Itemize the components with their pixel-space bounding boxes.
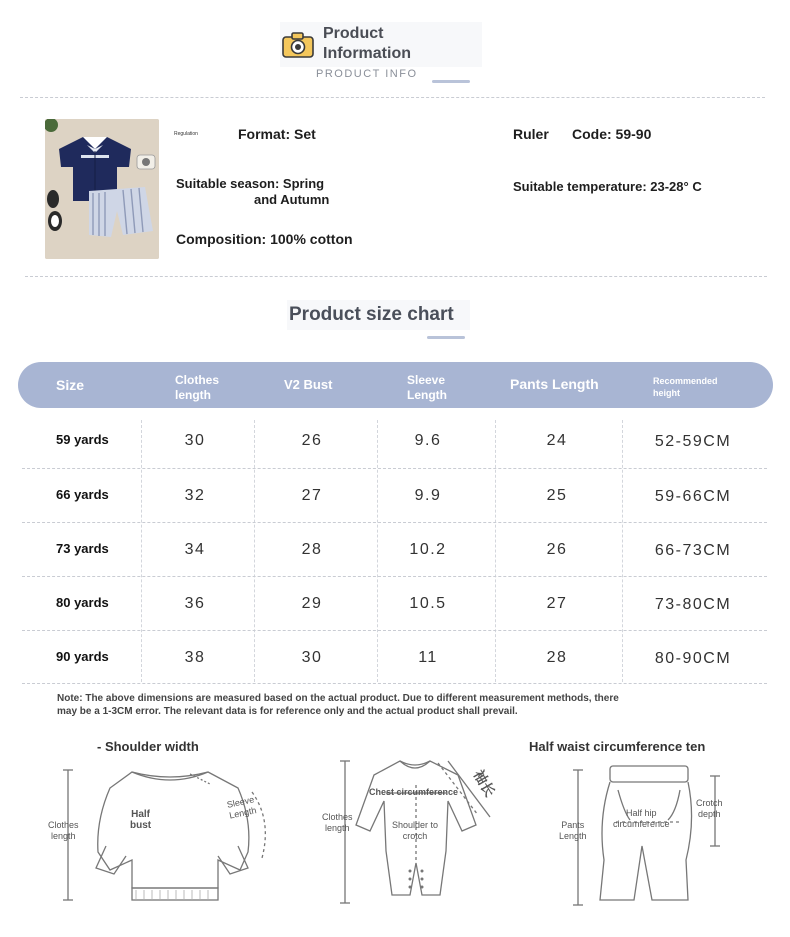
size-chart-underline [427, 336, 465, 339]
cell-bust: 28 [301, 541, 323, 558]
row-size: 73 yards [56, 541, 109, 556]
row-divider [22, 468, 767, 469]
th-clothes-line-1: Clothes [175, 373, 220, 387]
regulation-label: Regulation [174, 131, 198, 137]
pants-length-label [559, 820, 587, 842]
th-size: Size [56, 377, 85, 393]
cell-sleeve: 11 [418, 649, 438, 666]
season-line-2: and Autumn [254, 192, 330, 207]
cell-sleeve: 9.9 [414, 487, 442, 504]
pants-crotch-depth-label [696, 798, 723, 820]
note-line-2: may be a 1-3CM error. The relevant data is for reference only and the actual product shall prevail. [57, 706, 518, 717]
romper-clothes-length-label [322, 812, 353, 834]
season-text [176, 176, 329, 208]
th-clothes-line-2: length [175, 388, 211, 402]
cell-clothes: 34 [184, 541, 206, 558]
th-sleeve-line-1: Sleeve [407, 373, 446, 387]
sweater-clothes-length-label [48, 820, 79, 842]
col-divider [495, 420, 496, 682]
code-text: Code: 59-90 [572, 126, 652, 142]
th-clothes-length [175, 373, 219, 403]
shoulder-crotch-line-2: crotch [402, 831, 428, 841]
cell-bust: 30 [301, 649, 323, 666]
pants-half-hip-label [613, 808, 670, 830]
cell-clothes: 38 [184, 649, 206, 666]
sweater-half-bust-label [130, 809, 151, 831]
title-line-2: Information [323, 45, 411, 62]
composition-text: Composition: 100% cotton [176, 231, 353, 247]
row-divider [22, 630, 767, 631]
row-divider [22, 576, 767, 577]
sweater-clothes-line-1: Clothes [48, 820, 79, 830]
sweater-clothes-line-2: length [50, 831, 76, 841]
shoulder-width-title: - Shoulder width [97, 739, 199, 754]
cell-height: 66-73CM [654, 542, 732, 559]
th-pants-length: Pants Length [510, 376, 599, 392]
crotch-depth-line-1: Crotch [696, 798, 723, 808]
page-title [323, 24, 411, 64]
half-hip-line-1: Half hip [626, 808, 657, 818]
crotch-depth-line-2: depth [697, 809, 721, 819]
romper-sleeve-cn-label: 袖长 [470, 767, 499, 800]
title-line-1: Product [323, 25, 384, 42]
cell-pants: 26 [546, 541, 568, 558]
col-divider [254, 420, 255, 682]
size-chart-title: Product size chart [289, 304, 454, 325]
cell-height: 80-90CM [654, 650, 732, 667]
cell-pants: 25 [546, 487, 568, 504]
ruler-label: Ruler [513, 126, 549, 142]
cell-pants: 27 [546, 595, 568, 612]
th-bust: V2 Bust [284, 377, 333, 392]
cell-bust: 29 [301, 595, 323, 612]
pants-diagram-icon [560, 760, 740, 910]
cell-pants: 28 [546, 649, 568, 666]
divider-top [20, 97, 765, 98]
cell-clothes: 36 [184, 595, 206, 612]
pants-length-line-2: Length [559, 831, 587, 841]
th-sleeve-length [407, 373, 447, 403]
cell-sleeve: 10.5 [409, 595, 447, 612]
camera-icon [282, 32, 314, 58]
cell-sleeve: 10.2 [409, 541, 447, 558]
divider-mid [25, 276, 767, 277]
row-size: 59 yards [56, 432, 109, 447]
th-sleeve-line-2: Length [407, 388, 447, 402]
note-line-1: Note: The above dimensions are measured based on the actual product. Due to different measurement methods, there [57, 693, 619, 704]
measurement-note [57, 692, 707, 718]
waist-title: Half waist circumference ten [529, 739, 706, 754]
outfit-illustration-icon [45, 119, 159, 259]
th-rec-line-1: Recommended [653, 376, 718, 386]
row-divider [22, 522, 767, 523]
romper-clothes-line-2: length [324, 823, 350, 833]
cell-clothes: 30 [184, 432, 206, 449]
shoulder-crotch-line-1: Shoulder to [392, 820, 439, 830]
row-size: 90 yards [56, 649, 109, 664]
cell-bust: 27 [301, 487, 323, 504]
romper-chest-label: Chest circumference [369, 787, 459, 797]
temperature-text: Suitable temperature: 23-28° C [513, 179, 702, 194]
row-divider [22, 683, 767, 684]
half-bust-line-1: Half [131, 809, 150, 820]
title-underline [432, 80, 470, 83]
row-size: 80 yards [56, 595, 109, 610]
sweater-sleeve-line-2: Length [228, 805, 258, 821]
cell-height: 59-66CM [654, 488, 732, 505]
row-size: 66 yards [56, 487, 109, 502]
cell-height: 73-80CM [654, 596, 732, 613]
product-image [45, 119, 159, 259]
th-rec-line-2: height [653, 388, 680, 398]
cell-bust: 26 [301, 432, 323, 449]
th-recommended-height [653, 375, 718, 399]
cell-clothes: 32 [184, 487, 206, 504]
sweater-sleeve-line-1: Sleeve [226, 794, 256, 810]
romper-shoulder-crotch-label [392, 820, 438, 842]
half-bust-line-2: bust [130, 820, 152, 831]
pants-length-line-1: Pants [561, 820, 585, 830]
cell-height: 52-59CM [654, 433, 732, 450]
season-line-1: Suitable season: Spring [176, 176, 325, 191]
page-subtitle: PRODUCT INFO [316, 68, 418, 80]
cell-sleeve: 9.6 [414, 432, 442, 449]
half-hip-line-2: circumference [613, 819, 670, 829]
col-divider [622, 420, 623, 682]
format-text: Format: Set [238, 126, 316, 142]
cell-pants: 24 [546, 432, 568, 449]
romper-clothes-line-1: Clothes [322, 812, 353, 822]
